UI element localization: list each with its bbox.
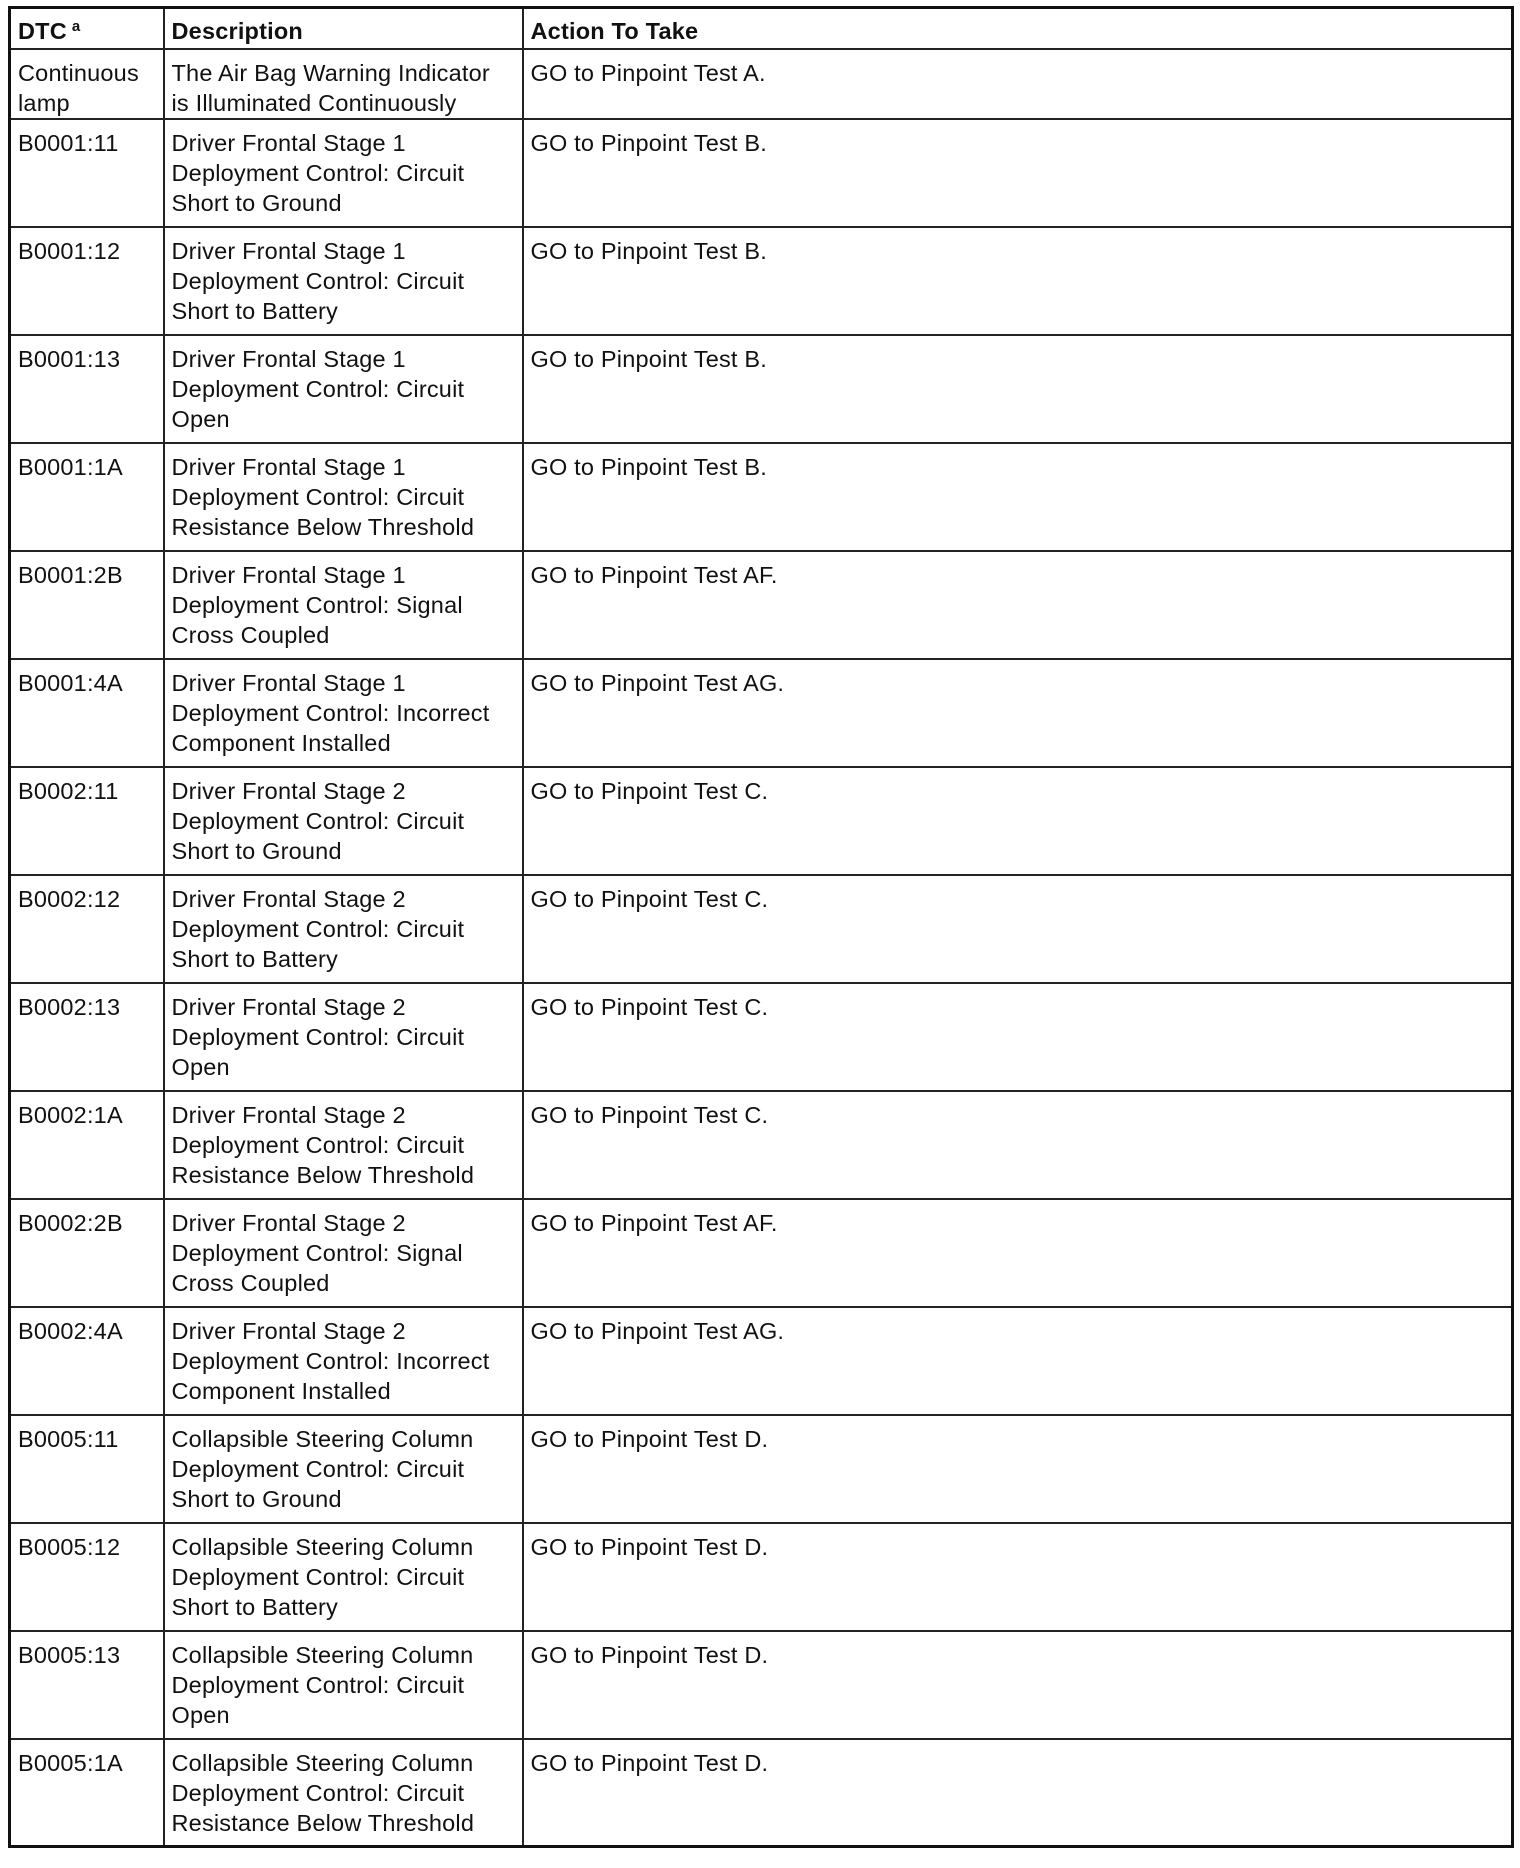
- table-row: [10, 443, 1513, 551]
- table-row: [10, 1091, 1513, 1199]
- action-cell: GO to Pinpoint Test B.: [523, 119, 1513, 227]
- action-cell: GO to Pinpoint Test B.: [523, 443, 1513, 551]
- description-cell: Driver Frontal Stage 1 Deployment Control: Circuit Short to Ground: [164, 119, 523, 227]
- action-cell: GO to Pinpoint Test A.: [523, 49, 1513, 119]
- action-cell: GO to Pinpoint Test B.: [523, 227, 1513, 335]
- table-row: [10, 1631, 1513, 1739]
- action-cell: GO to Pinpoint Test D.: [523, 1523, 1513, 1631]
- table-row: [10, 1523, 1513, 1631]
- dtc-code-cell: B0005:11: [10, 1415, 164, 1523]
- dtc-table: [8, 6, 1514, 1848]
- description-cell: Collapsible Steering Column Deployment Control: Circuit Short to Battery: [164, 1523, 523, 1631]
- description-cell: Collapsible Steering Column Deployment Control: Circuit Short to Ground: [164, 1415, 523, 1523]
- description-cell: Driver Frontal Stage 1 Deployment Control: Signal Cross Coupled: [164, 551, 523, 659]
- action-cell: GO to Pinpoint Test AG.: [523, 659, 1513, 767]
- footnote-marker: a: [71, 18, 81, 35]
- dtc-table-container: [8, 6, 1514, 1848]
- description-cell: Driver Frontal Stage 2 Deployment Control: Circuit Resistance Below Threshold: [164, 1091, 523, 1199]
- table-row: [10, 1415, 1513, 1523]
- action-cell: GO to Pinpoint Test D.: [523, 1739, 1513, 1847]
- table-row: [10, 875, 1513, 983]
- table-row: [10, 551, 1513, 659]
- table-row: [10, 983, 1513, 1091]
- action-cell: GO to Pinpoint Test AF.: [523, 1199, 1513, 1307]
- dtc-code-cell: B0001:2B: [10, 551, 164, 659]
- description-cell: Driver Frontal Stage 1 Deployment Control: Circuit Short to Battery: [164, 227, 523, 335]
- table-row: [10, 119, 1513, 227]
- dtc-code-cell: B0001:1A: [10, 443, 164, 551]
- table-row: [10, 49, 1513, 119]
- dtc-code-cell: B0002:11: [10, 767, 164, 875]
- table-row: [10, 227, 1513, 335]
- description-cell: Driver Frontal Stage 2 Deployment Control: Circuit Open: [164, 983, 523, 1091]
- dtc-code-cell: B0001:13: [10, 335, 164, 443]
- dtc-code-cell: B0002:1A: [10, 1091, 164, 1199]
- description-cell: Driver Frontal Stage 1 Deployment Control: Circuit Open: [164, 335, 523, 443]
- dtc-code-cell: B0002:13: [10, 983, 164, 1091]
- dtc-code-cell: B0005:12: [10, 1523, 164, 1631]
- description-cell: Collapsible Steering Column Deployment Control: Circuit Open: [164, 1631, 523, 1739]
- action-cell: GO to Pinpoint Test D.: [523, 1415, 1513, 1523]
- column-header-dtc-label: DTC: [18, 18, 67, 44]
- action-cell: GO to Pinpoint Test C.: [523, 1091, 1513, 1199]
- table-row: [10, 1307, 1513, 1415]
- description-cell: Driver Frontal Stage 2 Deployment Control: Incorrect Component Installed: [164, 1307, 523, 1415]
- dtc-code-cell: B0002:4A: [10, 1307, 164, 1415]
- action-cell: GO to Pinpoint Test AF.: [523, 551, 1513, 659]
- dtc-code-cell: B0005:1A: [10, 1739, 164, 1847]
- dtc-code-cell: B0002:12: [10, 875, 164, 983]
- description-cell: Collapsible Steering Column Deployment Control: Circuit Resistance Below Threshold: [164, 1739, 523, 1847]
- action-cell: GO to Pinpoint Test C.: [523, 983, 1513, 1091]
- action-cell: GO to Pinpoint Test D.: [523, 1631, 1513, 1739]
- table-row: [10, 767, 1513, 875]
- table-body: [10, 49, 1513, 1847]
- description-cell: The Air Bag Warning Indicator is Illuminated Continuously: [164, 49, 523, 119]
- description-cell: Driver Frontal Stage 1 Deployment Control: Incorrect Component Installed: [164, 659, 523, 767]
- description-cell: Driver Frontal Stage 1 Deployment Control: Circuit Resistance Below Threshold: [164, 443, 523, 551]
- description-cell: Driver Frontal Stage 2 Deployment Control: Circuit Short to Battery: [164, 875, 523, 983]
- dtc-code-cell: B0001:11: [10, 119, 164, 227]
- table-row: [10, 659, 1513, 767]
- dtc-code-cell: B0001:4A: [10, 659, 164, 767]
- action-cell: GO to Pinpoint Test C.: [523, 875, 1513, 983]
- table-header-row: [10, 8, 1513, 49]
- action-cell: GO to Pinpoint Test C.: [523, 767, 1513, 875]
- dtc-code-cell: B0001:12: [10, 227, 164, 335]
- action-cell: GO to Pinpoint Test AG.: [523, 1307, 1513, 1415]
- dtc-code-cell: B0005:13: [10, 1631, 164, 1739]
- table-row: [10, 1739, 1513, 1847]
- column-header-dtc: [10, 8, 164, 49]
- column-header-action: Action To Take: [523, 8, 1513, 49]
- description-cell: Driver Frontal Stage 2 Deployment Control: Signal Cross Coupled: [164, 1199, 523, 1307]
- description-cell: Driver Frontal Stage 2 Deployment Control: Circuit Short to Ground: [164, 767, 523, 875]
- table-row: [10, 335, 1513, 443]
- column-header-description: Description: [164, 8, 523, 49]
- dtc-code-cell: Continuous lamp: [10, 49, 164, 119]
- dtc-code-cell: B0002:2B: [10, 1199, 164, 1307]
- action-cell: GO to Pinpoint Test B.: [523, 335, 1513, 443]
- table-row: [10, 1199, 1513, 1307]
